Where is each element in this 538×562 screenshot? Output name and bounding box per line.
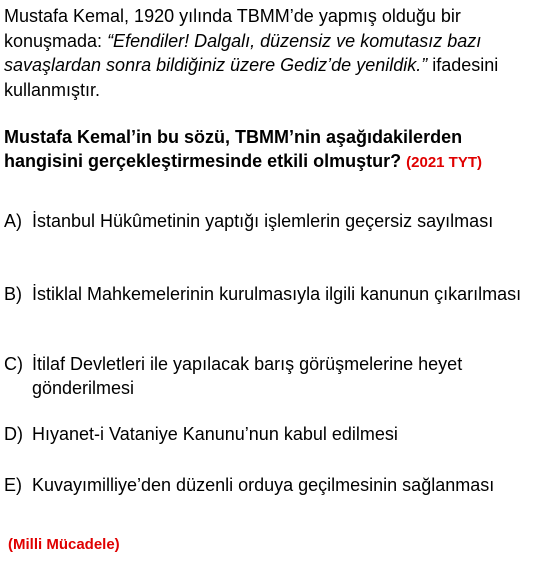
passage-quote: “Efendiler! Dalgalı, düzensiz ve komutasız bazı savaşlardan sonra bildiğiniz üzere Gediz’de yenildik.” (4, 30, 482, 75)
topic-tag: (Milli Mücadele) (8, 536, 120, 553)
option-letter: A) (4, 211, 22, 231)
option-letter: B) (4, 284, 22, 304)
passage-intro: Mustafa Kemal, 1920 yılında TBMM’de yapmış olduğu bir konuşmada: (4, 6, 461, 51)
option-letter: D) (4, 424, 23, 444)
option-a[interactable] (4, 209, 534, 233)
option-text: İtilaf Devletleri ile yapılacak barış görüşmelerine heyet gönderilmesi (32, 354, 463, 398)
option-text: Hıyanet-i Vataniye Kanunu’nun kabul edilmesi (32, 424, 398, 444)
question-passage (4, 4, 534, 102)
option-e[interactable] (4, 473, 534, 497)
exam-tag: (2021 TYT) (406, 153, 482, 171)
option-d[interactable] (4, 422, 534, 446)
question-text: Mustafa Kemal’in bu sözü, TBMM’nin aşağıdakilerden hangisini gerçekleştirmesinde etkili olmuştur? (4, 127, 463, 171)
option-letter: E) (4, 475, 22, 495)
question-stem (4, 126, 534, 174)
option-b[interactable] (4, 282, 534, 306)
passage-outro: ifadesini kullanmıştır. (4, 55, 499, 100)
option-letter: C) (4, 354, 23, 374)
option-text: İstiklal Mahkemelerinin kurulmasıyla ilgili kanunun çıkarılması (32, 284, 522, 304)
option-text: İstanbul Hükûmetinin yaptığı işlemlerin geçersiz sayılması (32, 211, 494, 231)
option-c[interactable] (4, 352, 534, 400)
option-text: Kuvayımilliye’den düzenli orduya geçilmesinin sağlanması (32, 475, 495, 495)
